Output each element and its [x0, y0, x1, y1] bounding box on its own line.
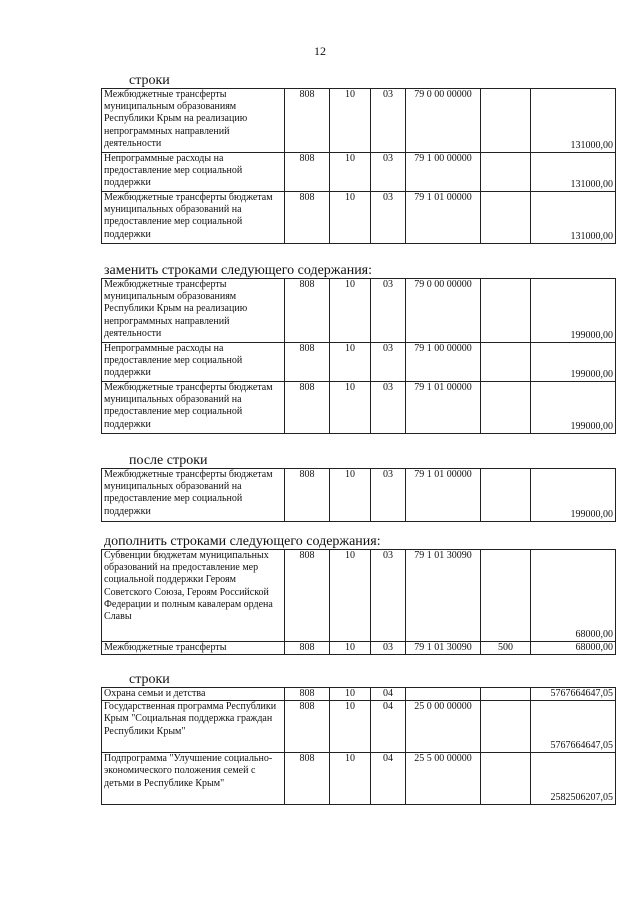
budget-table: [101, 278, 616, 434]
table-row: [102, 343, 616, 382]
row-pr: 04: [371, 688, 406, 701]
row-gr: 808: [285, 192, 330, 244]
row-rz: 10: [330, 469, 371, 522]
row-vr: [481, 550, 531, 642]
row-sum: 199000,00: [531, 469, 616, 522]
table-row: [102, 89, 616, 153]
row-cs: 79 0 00 00000: [406, 89, 481, 153]
row-rz: 10: [330, 688, 371, 701]
row-pr: 03: [371, 550, 406, 642]
row-gr: 808: [285, 153, 330, 192]
row-sum: 5767664647,05: [531, 688, 616, 701]
row-cs: 79 1 00 00000: [406, 153, 481, 192]
row-pr: 03: [371, 89, 406, 153]
table-row: [102, 382, 616, 434]
row-cs: [406, 688, 481, 701]
row-rz: 10: [330, 382, 371, 434]
row-rz: 10: [330, 642, 371, 655]
row-vr: [481, 192, 531, 244]
row-rz: 10: [330, 192, 371, 244]
row-cs: 79 1 01 00000: [406, 469, 481, 522]
row-name: Непрограммные расходы на предоставление мер социальной поддержки: [102, 343, 285, 382]
row-pr: 03: [371, 642, 406, 655]
row-cs: 79 1 01 30090: [406, 550, 481, 642]
row-cs: 25 5 00 00000: [406, 753, 481, 805]
section-heading: дополнить строками следующего содержания:: [104, 534, 381, 549]
row-pr: 03: [371, 153, 406, 192]
row-name: Межбюджетные трансферты: [102, 642, 285, 655]
row-pr: 03: [371, 382, 406, 434]
row-rz: 10: [330, 89, 371, 153]
row-name: Межбюджетные трансферты бюджетам муниципальных образований на предоставление мер социальной поддержки: [102, 469, 285, 522]
budget-table: [101, 687, 616, 805]
row-vr: [481, 343, 531, 382]
row-name: Субвенции бюджетам муниципальных образований на предоставление мер социальной поддержки Героям Советского Союза, Героям Российской Федерации и полным кавалерам ордена Славы: [102, 550, 285, 642]
table-row: [102, 642, 616, 655]
row-name: Подпрограмма "Улучшение социально-экономического положения семей с детьми в Республике Крым": [102, 753, 285, 805]
table-row: [102, 550, 616, 642]
row-gr: 808: [285, 343, 330, 382]
row-sum: 199000,00: [531, 343, 616, 382]
row-sum: 5767664647,05: [531, 701, 616, 753]
row-name: Межбюджетные трансферты муниципальным образованиям Республики Крым на реализацию непрограммных направлений деятельности: [102, 279, 285, 343]
row-gr: 808: [285, 550, 330, 642]
table-row: [102, 153, 616, 192]
row-vr: [481, 279, 531, 343]
row-gr: 808: [285, 382, 330, 434]
row-vr: [481, 382, 531, 434]
row-pr: 03: [371, 192, 406, 244]
row-rz: 10: [330, 279, 371, 343]
row-sum: 68000,00: [531, 550, 616, 642]
row-sum: 2582506207,05: [531, 753, 616, 805]
row-rz: 10: [330, 753, 371, 805]
row-vr: [481, 153, 531, 192]
table-row: [102, 701, 616, 753]
section-heading: строки: [129, 73, 170, 88]
row-cs: 79 1 00 00000: [406, 343, 481, 382]
budget-table: [101, 549, 616, 655]
row-vr: [481, 701, 531, 753]
row-cs: 79 1 01 00000: [406, 192, 481, 244]
row-name: Государственная программа Республики Крым "Социальная поддержка граждан Республики Крым": [102, 701, 285, 753]
budget-table: [101, 468, 616, 522]
row-rz: 10: [330, 153, 371, 192]
row-pr: 04: [371, 753, 406, 805]
row-gr: 808: [285, 279, 330, 343]
budget-table: [101, 88, 616, 244]
row-cs: 79 0 00 00000: [406, 279, 481, 343]
row-vr: 500: [481, 642, 531, 655]
row-rz: 10: [330, 701, 371, 753]
row-vr: [481, 469, 531, 522]
row-cs: 79 1 01 30090: [406, 642, 481, 655]
row-cs: 79 1 01 00000: [406, 382, 481, 434]
table-row: [102, 753, 616, 805]
row-gr: 808: [285, 753, 330, 805]
section-heading: после строки: [129, 453, 208, 468]
row-sum: 131000,00: [531, 153, 616, 192]
row-pr: 04: [371, 701, 406, 753]
row-sum: 131000,00: [531, 89, 616, 153]
section-heading: строки: [129, 672, 170, 687]
row-gr: 808: [285, 89, 330, 153]
row-sum: 199000,00: [531, 279, 616, 343]
row-vr: [481, 688, 531, 701]
row-sum: 199000,00: [531, 382, 616, 434]
row-gr: 808: [285, 701, 330, 753]
row-name: Межбюджетные трансферты муниципальным образованиям Республики Крым на реализацию непрограммных направлений деятельности: [102, 89, 285, 153]
table-row: [102, 688, 616, 701]
row-name: Межбюджетные трансферты бюджетам муниципальных образований на предоставление мер социальной поддержки: [102, 382, 285, 434]
row-gr: 808: [285, 688, 330, 701]
row-pr: 03: [371, 279, 406, 343]
row-pr: 03: [371, 469, 406, 522]
row-sum: 131000,00: [531, 192, 616, 244]
row-sum: 68000,00: [531, 642, 616, 655]
row-name: Охрана семьи и детства: [102, 688, 285, 701]
row-vr: [481, 753, 531, 805]
row-name: Межбюджетные трансферты бюджетам муниципальных образований на предоставление мер социальной поддержки: [102, 192, 285, 244]
row-name: Непрограммные расходы на предоставление мер социальной поддержки: [102, 153, 285, 192]
row-rz: 10: [330, 343, 371, 382]
row-gr: 808: [285, 642, 330, 655]
row-cs: 25 0 00 00000: [406, 701, 481, 753]
table-row: [102, 279, 616, 343]
row-gr: 808: [285, 469, 330, 522]
table-row: [102, 469, 616, 522]
row-rz: 10: [330, 550, 371, 642]
table-row: [102, 192, 616, 244]
page-number: 12: [314, 44, 326, 58]
row-pr: 03: [371, 343, 406, 382]
row-vr: [481, 89, 531, 153]
section-heading: заменить строками следующего содержания:: [104, 263, 373, 278]
